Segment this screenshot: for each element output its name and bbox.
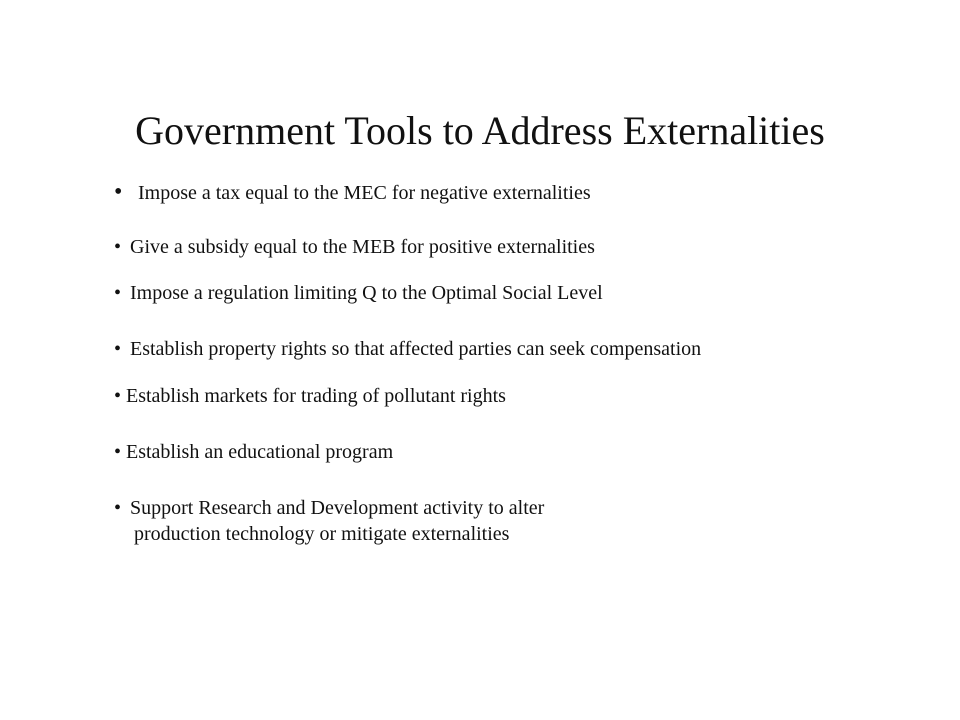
bullet-text: Give a subsidy equal to the MEB for positive externalities [130, 236, 595, 258]
bullet-text: Impose a tax equal to the MEC for negative externalities [138, 182, 591, 204]
bullet-icon: • [114, 497, 122, 519]
bullet-icon: • [114, 179, 123, 205]
bullet-text: Establish markets for trading of pollutant rights [126, 385, 506, 407]
bullet-icon: • [114, 338, 122, 360]
bullet-item-markets [114, 383, 506, 409]
bullet-text: Establish property rights so that affected parties can seek compensation [130, 338, 702, 360]
bullet-item-property-rights [114, 336, 701, 362]
bullet-item-tax [114, 179, 591, 206]
bullet-icon: • [114, 282, 122, 304]
bullet-icon: • [114, 385, 122, 407]
bullet-item-research [114, 495, 544, 547]
bullet-continuation-text: production technology or mitigate externalities [134, 523, 510, 545]
bullet-item-education [114, 439, 393, 465]
bullet-icon: • [114, 441, 122, 463]
bullet-text: Support Research and Development activity to alter [130, 497, 545, 519]
bullet-text: Establish an educational program [126, 441, 394, 463]
bullet-text: Impose a regulation limiting Q to the Optimal Social Level [130, 282, 603, 304]
slide-title: Government Tools to Address Externalities [135, 107, 825, 153]
bullet-item-regulation [114, 280, 603, 306]
bullet-icon: • [114, 236, 122, 258]
bullet-item-subsidy [114, 234, 595, 260]
